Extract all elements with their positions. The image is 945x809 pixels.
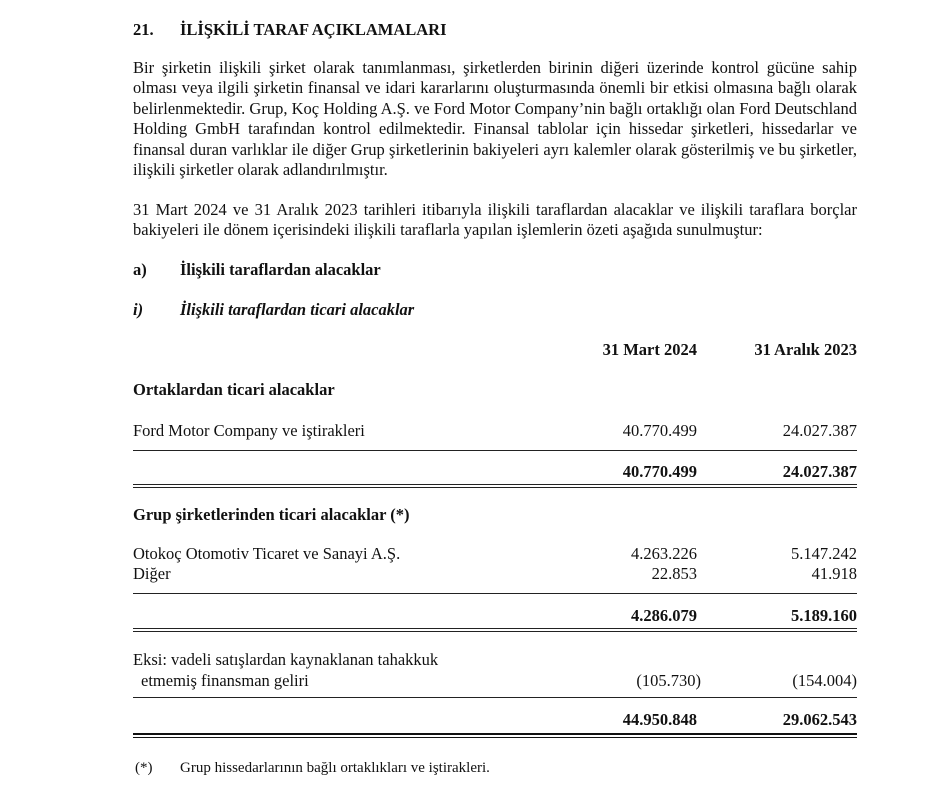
intro-paragraph: Bir şirketin ilişkili şirket olarak tanımlanması, şirketlerden birinin diğeri üzerinde kontrol gücüne sahip olması veya ilgili şirketin finansal ve idari kararlarını oluşturmasında önemli bir etkisi olmasına bağlı olarak belirlenmektedir. Grup, Koç Holding A.Ş. ve Ford Motor Company’nin bağlı ortaklığı olan Ford Deutschland Holding GmbH tarafından kontrol edilmektedir. Finansal tablolar için hissedar şirketleri, hissedarlar ve finansal duran varlıklar ile diğer Grup şirketlerinin bakiyeleri ayrı kalemler olarak gösterilmiş ve bu şirketler, ilişkili şirketler olarak adlandırılmıştır. xyxy=(133,58,857,180)
less-label-line1: Eksi: vadeli satışlardan kaynaklanan tahakkuk xyxy=(133,650,439,669)
footnote-text: Grup hissedarlarının bağlı ortaklıkları ve iştirakleri. xyxy=(180,760,490,776)
total-double-divider xyxy=(133,733,857,738)
subsection-a-marker: a) xyxy=(133,260,147,279)
row-value-2023: 41.918 xyxy=(811,564,857,583)
subtotal-2023: 5.189.160 xyxy=(791,606,857,625)
divider xyxy=(133,593,857,594)
footnote-marker: (*) xyxy=(135,760,153,776)
section-title: İLİŞKİLİ TARAF AÇIKLAMALARI xyxy=(180,20,447,39)
subsection-a-title: İlişkili taraflardan alacaklar xyxy=(180,260,381,279)
row-label: Diğer xyxy=(133,564,171,583)
group-title: Ortaklardan ticari alacaklar xyxy=(133,380,335,399)
double-divider xyxy=(133,628,857,632)
less-value-2023: (154.004) xyxy=(792,671,857,690)
total-2024: 44.950.848 xyxy=(622,710,697,729)
double-divider xyxy=(133,484,857,488)
row-value-2024: 22.853 xyxy=(651,564,697,583)
row-value-2024: 40.770.499 xyxy=(622,421,697,440)
divider xyxy=(133,697,857,698)
row-label: Otokoç Otomotiv Ticaret ve Sanayi A.Ş. xyxy=(133,544,401,563)
subtotal-2023: 24.027.387 xyxy=(782,462,857,481)
subsection-i-title: İlişkili taraflardan ticari alacaklar xyxy=(180,300,415,319)
row-value-2023: 24.027.387 xyxy=(782,421,857,440)
column-header-2023: 31 Aralık 2023 xyxy=(754,340,857,359)
row-label: Ford Motor Company ve iştirakleri xyxy=(133,421,365,440)
section-number: 21. xyxy=(133,20,154,39)
row-value-2023: 5.147.242 xyxy=(791,544,857,563)
subtotal-2024: 40.770.499 xyxy=(622,462,697,481)
column-header-2024: 31 Mart 2024 xyxy=(602,340,697,359)
summary-paragraph: 31 Mart 2024 ve 31 Aralık 2023 tarihleri itibarıyla ilişkili taraflardan alacaklar ve ilişkili taraflara borçlar bakiyeleri ile dönem içerisindeki ilişkili taraflarla yapılan işlemlerin özeti aşağıda sunulmuştur: xyxy=(133,200,857,240)
divider xyxy=(133,450,857,451)
row-value-2024: 4.263.226 xyxy=(631,544,697,563)
subsection-i-marker: i) xyxy=(133,300,144,319)
subtotal-2024: 4.286.079 xyxy=(631,606,697,625)
total-2023: 29.062.543 xyxy=(782,710,857,729)
less-label-line2: etmemiş finansman geliri xyxy=(141,671,309,690)
group-title: Grup şirketlerinden ticari alacaklar (*) xyxy=(133,505,410,524)
less-value-2024: (105.730) xyxy=(636,671,701,690)
